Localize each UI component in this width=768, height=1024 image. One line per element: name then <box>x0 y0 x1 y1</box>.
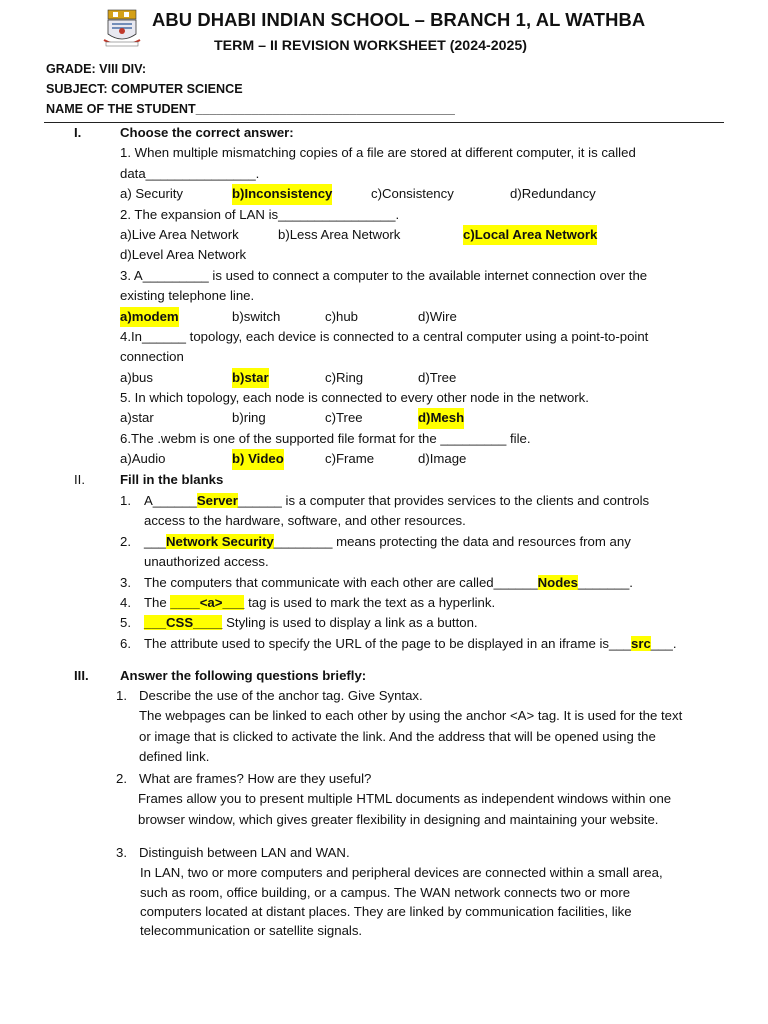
question-row <box>116 843 726 863</box>
q2-option-c-answer: c)Local Area Network <box>463 225 597 245</box>
item-text <box>144 573 633 593</box>
blank-suffix: ______ is a computer that provides services to the clients and controls <box>237 493 650 508</box>
answer-line: The webpages can be linked to each other by using the anchor <A> tag. It is used for the text <box>139 708 683 724</box>
q1-option-b-answer: b)Inconsistency <box>232 184 332 204</box>
answer-text <box>116 863 726 940</box>
question-2 <box>116 769 726 830</box>
section-3-numeral: III. <box>74 668 89 683</box>
answer-text <box>116 706 726 767</box>
question-text: Distinguish between LAN and WAN. <box>139 845 350 860</box>
q4-option-c: c)Ring <box>325 369 364 385</box>
section-1 <box>120 123 720 470</box>
subject-field: SUBJECT: COMPUTER SCIENCE <box>46 82 243 96</box>
q1-option-c: c)Consistency <box>371 186 454 202</box>
item-text <box>144 491 649 511</box>
question-1 <box>116 686 726 768</box>
q6-option-a: a)Audio <box>120 451 166 467</box>
item-text-cont: unauthorized access. <box>144 554 269 570</box>
question-number: 1. <box>116 688 127 703</box>
blank-suffix: ________ means protecting the data and resources from any <box>273 533 631 549</box>
q5-text: 5. In which topology, each node is connected to every other node in the network. <box>120 390 589 406</box>
list-item <box>120 532 720 552</box>
q5-option-b: b)ring <box>232 410 266 426</box>
answer-line: such as room, office building, or a campus. The WAN network connects two or more <box>140 884 631 900</box>
answer-text <box>116 789 726 830</box>
fill-blanks-list <box>120 491 720 654</box>
blank-suffix: tag is used to mark the text as a hyperlink. <box>244 594 496 610</box>
q3-option-b: b)switch <box>232 308 281 324</box>
q5-options <box>120 408 720 428</box>
q2-option-a: a)Live Area Network <box>120 226 239 242</box>
item-number: 1. <box>120 493 131 508</box>
section-2-title: Fill in the blanks <box>120 472 224 487</box>
item-number: 6. <box>120 635 131 651</box>
answer-line: computers located at distant places. They are linked by communication facilities, like <box>140 903 632 919</box>
q6-options <box>120 449 720 469</box>
q2-options <box>120 225 720 245</box>
q3-options <box>120 307 720 327</box>
section-3-title: Answer the following questions briefly: <box>120 668 367 683</box>
school-name: ABU DHABI INDIAN SCHOOL – BRANCH 1, AL WATHBA <box>152 9 646 30</box>
blank-prefix: ___ <box>144 533 167 549</box>
item-text-cont: access to the hardware, software, and other resources. <box>144 513 466 529</box>
question-row <box>116 769 726 789</box>
answer-line: In LAN, two or more computers and peripheral devices are connected within a small area, <box>140 865 663 881</box>
item-text <box>144 532 631 552</box>
blank-prefix: The <box>144 594 171 610</box>
answer-line: telecommunication or satellite signals. <box>140 922 363 938</box>
worksheet-title: TERM – II REVISION WORKSHEET (2024-2025) <box>214 38 527 54</box>
q2-option-b: b)Less Area Network <box>278 226 401 242</box>
q1-option-a: a) Security <box>120 186 184 202</box>
list-item <box>120 593 720 613</box>
q3-option-a-answer: a)modem <box>120 307 179 327</box>
blank-prefix: A______ <box>144 493 197 508</box>
blank-answer: ___CSS____ <box>144 615 223 631</box>
q3-option-c: c)hub <box>325 308 358 324</box>
list-item <box>120 573 720 593</box>
q6-option-c: c)Frame <box>325 451 375 467</box>
question-text: What are frames? How are they useful? <box>139 771 372 786</box>
q1-text-cont: data_______________. <box>120 165 260 181</box>
blank-prefix: The attribute used to specify the URL of the page to be displayed in an iframe is___ <box>144 635 632 651</box>
item-number: 3. <box>120 574 131 590</box>
q2-text: 2. The expansion of LAN is________________. <box>120 206 400 222</box>
item-number: 5. <box>120 615 131 631</box>
section-2-numeral: II. <box>74 472 85 487</box>
answer-line: defined link. <box>139 749 210 765</box>
q3-text: 3. A_________ is used to connect a computer to the available internet connection over the <box>120 267 648 283</box>
blank-suffix: Styling is used to display a link as a button. <box>222 615 478 631</box>
q1-text: 1. When multiple mismatching copies of a file are stored at different computer, it is called <box>120 145 636 161</box>
q4-options <box>120 368 720 388</box>
blank-prefix: The computers that communicate with each other are called______ <box>144 574 538 590</box>
q6-option-b-answer: b) Video <box>232 449 284 469</box>
list-item <box>120 634 720 654</box>
q5-option-a: a)star <box>120 410 154 426</box>
answer-line: or image that is clicked to activate the link. And the address that will be opened using the <box>139 728 656 744</box>
q5-option-c: c)Tree <box>325 410 363 426</box>
q4-option-d: d)Tree <box>418 369 457 385</box>
item-text <box>144 593 495 613</box>
q6-text: 6.The .webm is one of the supported file format for the _________ file. <box>120 430 531 446</box>
blank-suffix: ___. <box>650 635 677 651</box>
list-item <box>120 613 720 633</box>
item-text <box>144 634 677 654</box>
question-number: 3. <box>116 845 127 860</box>
list-item <box>120 491 720 511</box>
section-1-numeral: I. <box>74 125 82 140</box>
blank-answer: ____<a>___ <box>170 594 245 610</box>
grade-field: GRADE: VIII DIV: <box>46 62 147 76</box>
answer-line: browser window, which gives greater flexibility in designing and maintaining your website. <box>138 811 659 827</box>
blank-answer: src <box>631 635 651 651</box>
item-number: 4. <box>120 594 131 610</box>
student-name-field: NAME OF THE STUDENT_____________________________________ <box>46 102 455 116</box>
q5-option-d-answer: d)Mesh <box>418 408 464 428</box>
q4-option-a: a)bus <box>120 369 153 385</box>
question-3 <box>116 843 726 940</box>
question-text: Describe the use of the anchor tag. Give Syntax. <box>139 688 423 703</box>
blank-answer: Server <box>196 493 238 508</box>
school-logo <box>100 8 144 52</box>
blank-answer: Nodes <box>537 574 578 590</box>
q1-options <box>120 184 720 204</box>
q4-option-b-answer: b)star <box>232 368 269 388</box>
q3-text-cont: existing telephone line. <box>120 288 255 304</box>
blank-suffix: _______. <box>577 574 633 590</box>
q6-option-d: d)Image <box>418 451 467 467</box>
item-text <box>144 613 478 633</box>
item-number: 2. <box>120 533 131 549</box>
q1-option-d: d)Redundancy <box>510 186 596 202</box>
q3-option-d: d)Wire <box>418 308 457 324</box>
blank-answer: Network Security <box>166 533 274 549</box>
section-1-title: Choose the correct answer: <box>120 125 294 140</box>
question-row <box>116 686 726 706</box>
q4-text-cont: connection <box>120 349 184 365</box>
q2-option-d: d)Level Area Network <box>120 247 247 263</box>
q4-text: 4.In______ topology, each device is connected to a central computer using a point-to-point <box>120 328 649 344</box>
question-number: 2. <box>116 771 127 786</box>
answer-line: Frames allow you to present multiple HTML documents as independent windows within one <box>138 791 672 807</box>
